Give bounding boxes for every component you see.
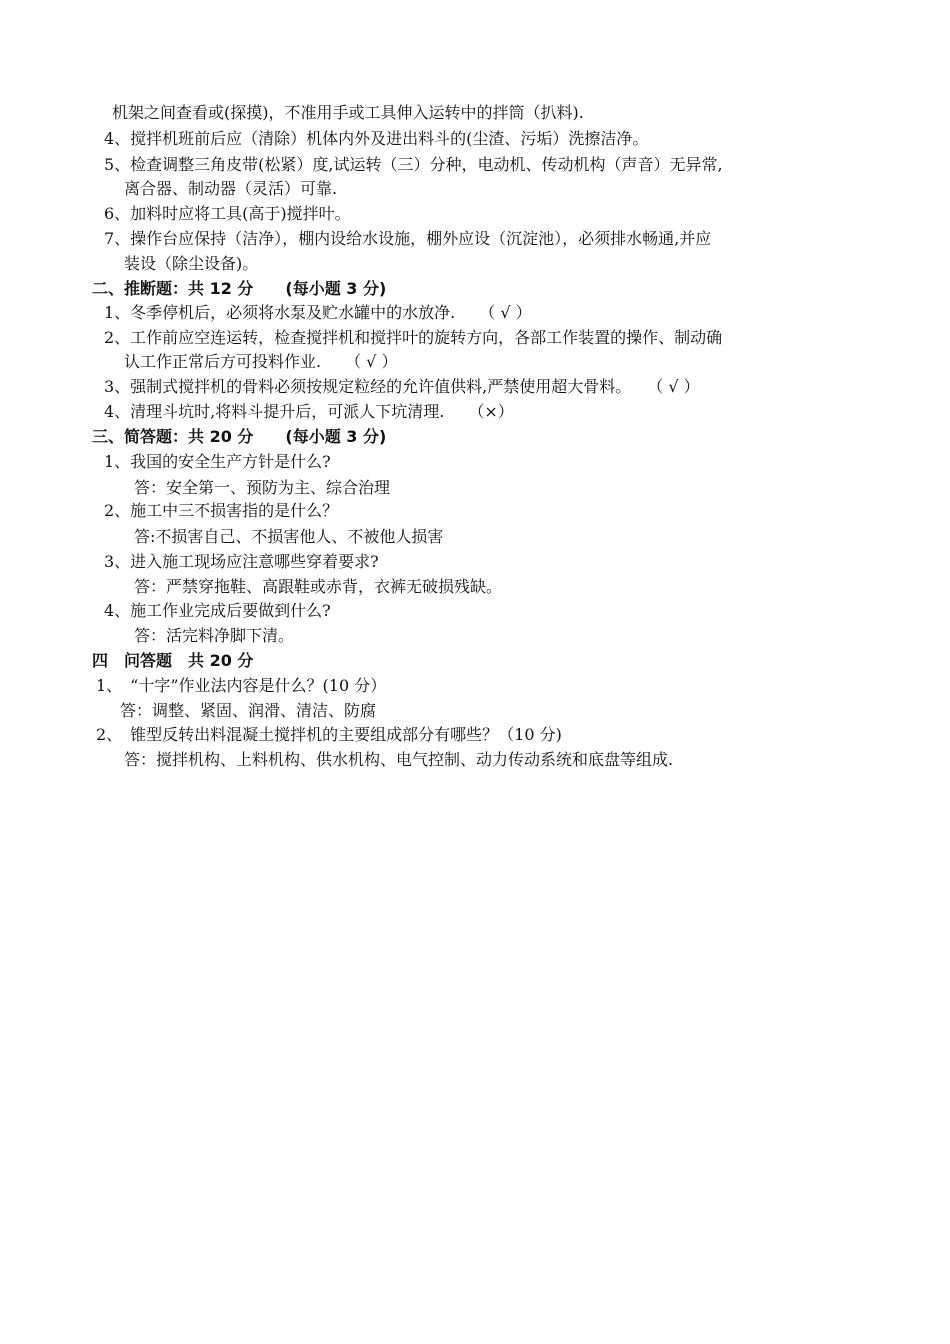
- section4-a1: 答：调整、紧固、润滑、清洁、防腐: [120, 701, 377, 720]
- section3-q4: 4、施工作业完成后要做到什么?: [104, 601, 331, 620]
- section1-item4: 4、搅拌机班前后应（清除）机体内外及进出料斗的(尘渣、污垢）洗擦洁净。: [104, 129, 649, 148]
- section4-q1: 1、 “十字”作业法内容是什么？(10 分）: [96, 676, 387, 695]
- section2-q1: 1、冬季停机后，必须将水泵及贮水罐中的水放净. （ √ ）: [104, 303, 532, 322]
- section4-q2: 2、 锥型反转出料混凝土搅拌机的主要组成部分有哪些？（10 分): [96, 725, 562, 744]
- section1-item7-line2: 装设（除尘设备)。: [124, 254, 259, 273]
- section3-title: 三、简答题：共 20 分 (每小题 3 分): [92, 427, 387, 446]
- section1-item3-continuation: 机架之间查看或(探摸)，不准用手或工具伸入运转中的拌筒（扒料).: [112, 103, 584, 122]
- section3-a4: 答：活完料净脚下清。: [134, 626, 295, 645]
- section3-q2: 2、施工中三不损害指的是什么？: [104, 501, 339, 520]
- section1-item7-line1: 7、操作台应保持（洁净），棚内设给水设施，棚外应设（沉淀池），必须排水畅通,并应: [104, 229, 712, 248]
- section1-item6: 6、加料时应将工具(高于)搅拌叶。: [104, 204, 351, 223]
- section2-title: 二、推断题：共 12 分 (每小题 3 分): [92, 279, 387, 298]
- section2-q2-line1: 2、工作前应空连运转，检查搅拌机和搅拌叶的旋转方向，各部工作装置的操作、制动确: [104, 328, 723, 347]
- section3-q1: 1、我国的安全生产方针是什么?: [104, 452, 331, 471]
- section2-q4: 4、清理斗坑时,将料斗提升后，可派人下坑清理. （×）: [104, 402, 514, 421]
- section1-item5-line2: 离合器、制动器（灵活）可靠.: [124, 179, 338, 198]
- section3-a1: 答：安全第一、预防为主、综合治理: [134, 478, 391, 497]
- section3-q3: 3、进入施工现场应注意哪些穿着要求?: [104, 552, 379, 571]
- section4-a2: 答：搅拌机构、上料机构、供水机构、电气控制、动力传动系统和底盘等组成.: [124, 750, 674, 769]
- section3-a3: 答：严禁穿拖鞋、高跟鞋或赤背，衣裤无破损残缺。: [134, 577, 503, 596]
- section1-item5-line1: 5、检查调整三角皮带(松紧）度,试运转（三）分种，电动机、传动机构（声音）无异常,: [104, 155, 723, 174]
- section4-title: 四 问答题 共 20 分: [92, 651, 254, 670]
- section2-q2-line2: 认工作正常后方可投料作业. （ √ ）: [124, 352, 398, 371]
- section2-q3: 3、强制式搅拌机的骨料必须按规定粒经的允许值供料,严禁使用超大骨料。 （ √ ）: [104, 377, 700, 396]
- section3-a2: 答:不损害自己、不损害他人、不被他人损害: [134, 527, 444, 546]
